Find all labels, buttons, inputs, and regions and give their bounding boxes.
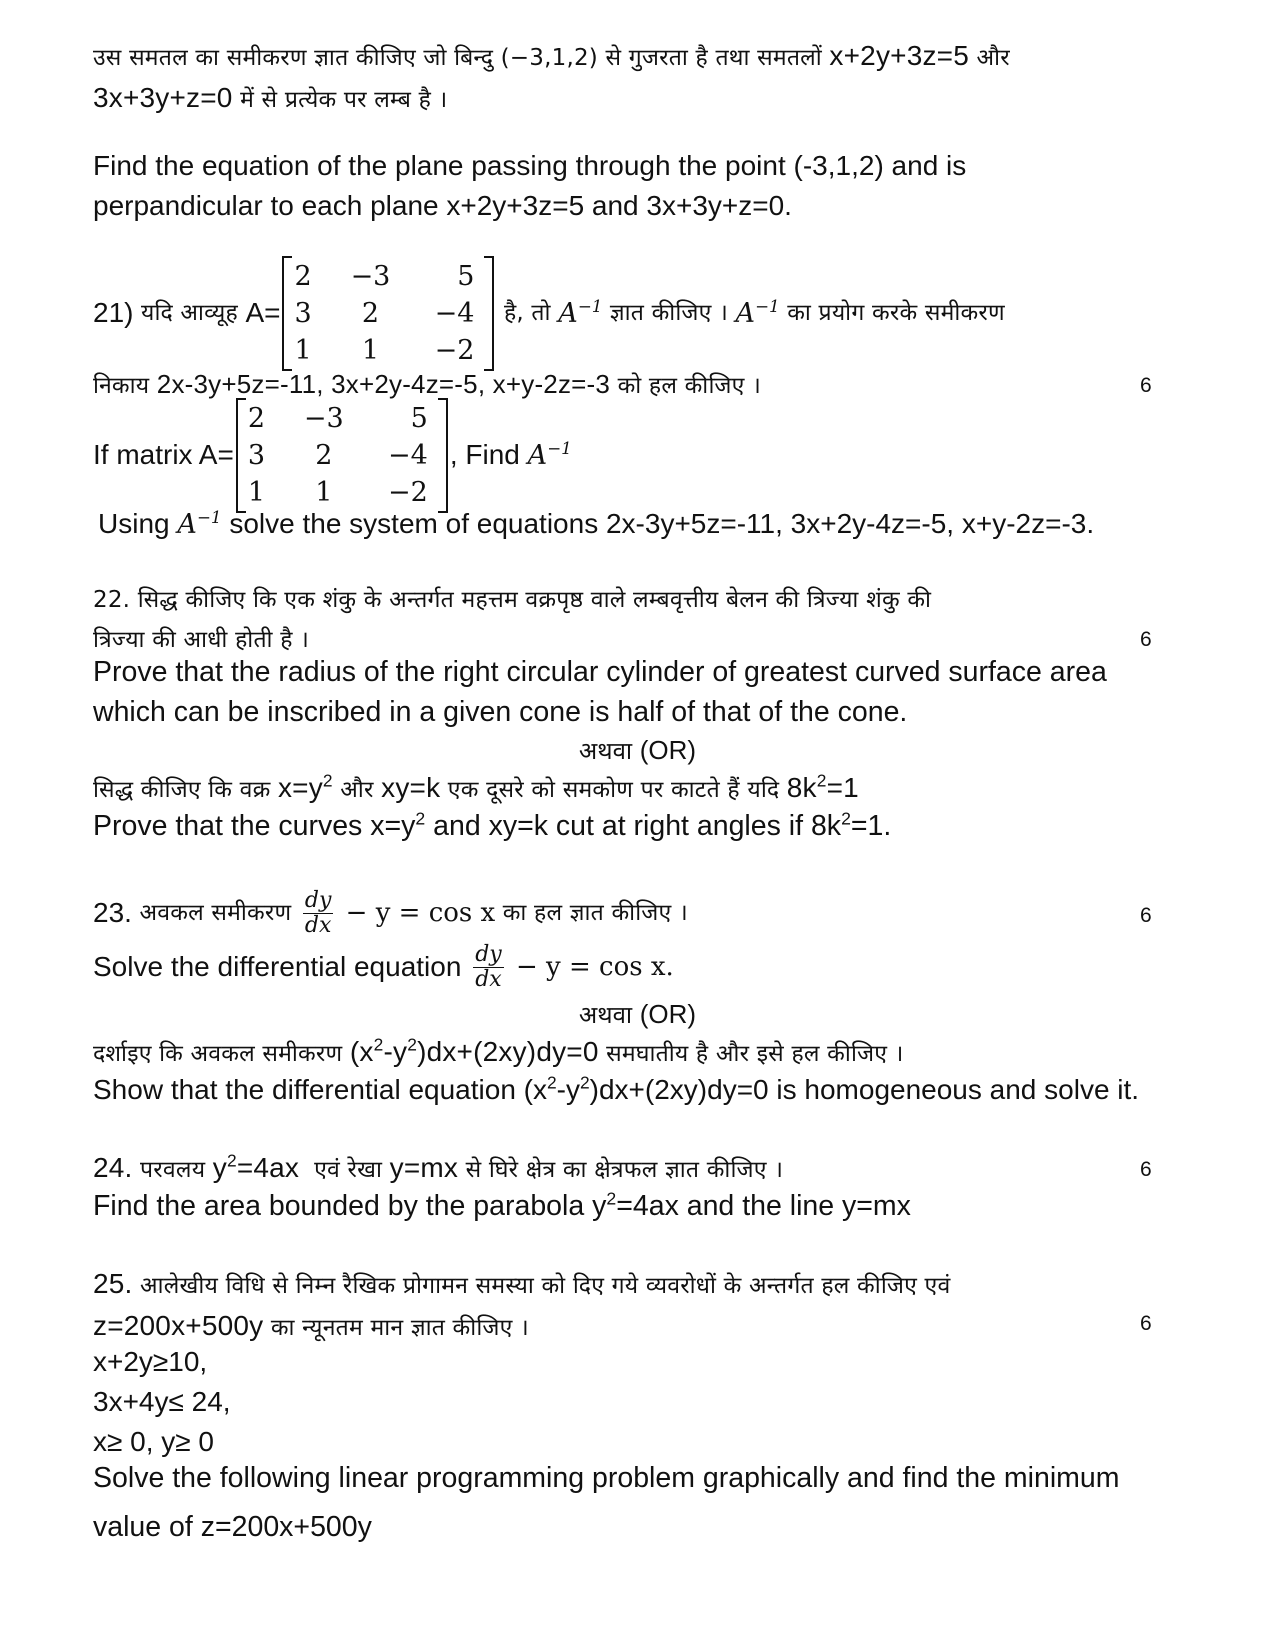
q24-marks: 6: [1140, 1158, 1152, 1181]
q22-alt-hindi: [93, 768, 1243, 810]
q20-hi-text1: उस समतल का समीकरण ज्ञात कीजिए जो बिन्दु (−3,1,2) से गुजरता है तथा समतलों: [93, 45, 830, 71]
q21-en-post: , Find: [449, 439, 528, 470]
matrix-cell: −2: [388, 476, 428, 508]
eq-text: (x: [349, 1036, 374, 1067]
eq-text: =1: [826, 772, 859, 803]
q21-inverse: [558, 295, 603, 329]
q24-en-pre: Find the area bounded by the parabola y: [93, 1190, 607, 1222]
q23-hindi: [93, 884, 1243, 942]
q24-en-post: =4ax and the line y=mx: [616, 1190, 911, 1222]
q21-hi-line2-eq: 2x-3y+5z=-11, 3x+2y-4z=-5, x+y-2z=-3: [156, 369, 611, 399]
exponent: 2: [547, 1072, 557, 1093]
q23-number: 23.: [93, 897, 132, 928]
q22-hi-line2: त्रिज्या की आधी होती है ।: [93, 627, 310, 653]
fraction-denominator: dx: [475, 966, 502, 992]
exponent: 2: [407, 1034, 418, 1055]
inverse-exp: −1: [547, 437, 572, 458]
q22-en-line1: Prove that the radius of the right circular cylinder of greatest curved surface area: [93, 656, 1107, 688]
q22-or: [0, 730, 1275, 770]
q24-number: 24.: [93, 1152, 133, 1183]
q22-en-line2: which can be inscribed in a given cone is half of that of the cone.: [93, 696, 908, 728]
q20-en-line2: perpandicular to each plane x+2y+3z=5 and 3x+3y+z=0.: [93, 190, 792, 221]
matrix-cell: 5: [457, 260, 475, 292]
eq-text: )dx+(2xy)dy=0: [417, 1036, 599, 1067]
eq-text: 8k: [786, 772, 817, 803]
matrix-cell: 5: [410, 402, 428, 434]
eq-text: x=y: [277, 772, 323, 803]
q21-marks: 6: [1140, 374, 1152, 397]
exponent: 2: [606, 1188, 617, 1209]
q21-english-line2: [98, 504, 1248, 545]
q23-en-eq-rest: − y = cos x.: [507, 952, 674, 982]
q20-hi-text1-end: और: [969, 45, 1010, 71]
q23-alt-en-post: )dx+(2xy)dy=0 is homogeneous and solve it.: [589, 1074, 1140, 1105]
q22-english: [93, 652, 1243, 732]
q20-hi-text2-end: में से प्रत्येक पर लम्ब है ।: [232, 87, 448, 113]
q22-alt-hi-mid2: एक दूसरे को समकोण पर काटते हैं यदि: [440, 777, 787, 803]
q25-hi-eq: z=200x+500y: [93, 1310, 264, 1341]
q23-alt-en-pre: Show that the differential equation (x: [93, 1074, 548, 1105]
fraction-numerator: dy: [304, 887, 332, 913]
dy-dx-fraction: [303, 889, 334, 938]
fraction-numerator: dy: [475, 941, 502, 967]
constraint-2: 3x+4y≤ 24,: [93, 1386, 231, 1417]
q24-eq1: [213, 1152, 299, 1183]
q23-english: [93, 938, 1243, 996]
q22-alt-english: [93, 806, 1243, 846]
matrix-cell: −4: [388, 439, 428, 471]
q20-hindi: [93, 36, 1243, 120]
exponent: 2: [841, 808, 851, 829]
matrix-cell: −3: [303, 402, 344, 434]
exponent: 2: [322, 770, 333, 791]
exponent: 2: [816, 770, 827, 791]
constraint-3: x≥ 0, y≥ 0: [93, 1426, 214, 1457]
eq-text: -y: [556, 1074, 580, 1105]
matrix-cell: 1: [361, 334, 380, 366]
q23-eq-rest: − y = cos x: [337, 898, 496, 928]
q21-en-pre: If matrix A=: [93, 439, 234, 470]
inverse-exp: −1: [196, 507, 222, 527]
q21-hi-line2-end: को हल कीजिए ।: [610, 373, 762, 399]
q24-eq2: y=mx: [389, 1152, 459, 1183]
matrix-cell: −4: [434, 297, 475, 329]
q22-alt-eq3: [787, 772, 859, 803]
eq-text: -y: [383, 1036, 408, 1067]
q22-alt-eq1: [278, 772, 333, 803]
q22-alt-en-pre: Prove that the curves x=y: [93, 810, 416, 842]
q21-matrix-label: A=: [245, 297, 281, 328]
inverse-base: A: [177, 509, 197, 540]
inverse-base: A: [558, 297, 578, 329]
q23-alt-hi-pre: दर्शाइए कि अवकल समीकरण: [93, 1041, 350, 1067]
inverse-base: A: [735, 297, 756, 329]
q22-alt-hi-pre: सिद्ध कीजिए कि वक्र: [93, 777, 278, 803]
or-english: (OR): [639, 999, 697, 1029]
q25-hi-line2-end: का न्यूनतम मान ज्ञात कीजिए ।: [263, 1315, 529, 1341]
q23-en-pre: Solve the differential equation: [93, 951, 470, 982]
q21-number: 21): [93, 297, 134, 328]
q20-english: [93, 146, 1243, 226]
inverse-exp: −1: [755, 295, 780, 316]
exponent: 2: [415, 808, 426, 829]
q22-alt-en-end: =1.: [850, 810, 892, 842]
exponent: 2: [226, 1150, 237, 1171]
q21-en-inverse: [527, 437, 572, 471]
fraction-denominator: dx: [304, 912, 332, 938]
q23-or: [0, 994, 1275, 1034]
q24-hindi: [93, 1148, 1243, 1190]
q24-hi-pre: परवलय: [132, 1157, 213, 1183]
constraint-1: x+2y≥10,: [93, 1346, 208, 1377]
or-hindi: अथवा: [578, 1001, 633, 1029]
q25-english: [93, 1458, 1243, 1550]
eq-text: y: [212, 1152, 227, 1183]
exponent: 2: [373, 1034, 384, 1055]
q21-en-inverse-2: [177, 509, 221, 540]
q22-hindi: [93, 580, 1243, 660]
q20-hi-eq2: 3x+3y+z=0: [93, 82, 233, 113]
matrix-cell: −2: [434, 334, 475, 366]
q21-english-line1: [93, 400, 1243, 510]
q25-number: 25.: [93, 1268, 133, 1299]
exponent: 2: [580, 1072, 590, 1093]
inverse-exp: −1: [577, 295, 603, 316]
q24-hi-mid: एवं रेखा: [299, 1157, 390, 1183]
q21-hi-post2: ज्ञात कीजिए ।: [602, 300, 736, 326]
q20-hi-eq1: x+2y+3z=5: [829, 40, 969, 71]
matrix-a-hindi: [282, 256, 494, 371]
q25-hindi: [93, 1264, 1243, 1348]
q25-en-line2: value of z=200x+500y: [93, 1511, 372, 1543]
q25-marks: 6: [1140, 1312, 1152, 1335]
matrix-cell: 1: [247, 476, 266, 508]
q22-marks: 6: [1140, 628, 1152, 651]
q22-hi-line1: 22. सिद्ध कीजिए कि एक शंकु के अन्तर्गत महत्तम वक्रपृष्ठ वाले लम्बवृत्तीय बेलन की त्रिज्या शंकु की: [93, 587, 932, 613]
q25-constraints: [93, 1342, 1243, 1462]
q21-hi-line2-pre: निकाय: [93, 373, 157, 399]
q23-alt-hindi: [93, 1032, 1243, 1074]
q25-hi-line1: आलेखीय विधि से निम्न रैखिक प्रोगामन समस्या को दिए गये व्यवरोधों के अन्तर्गत हल कीजिए एवं: [132, 1273, 951, 1299]
dy-dx-fraction: [473, 943, 504, 992]
q22-alt-eq2: xy=k: [381, 772, 441, 803]
or-hindi: अथवा: [578, 737, 633, 765]
q20-en-line1: Find the equation of the plane passing through the point (-3,1,2) and is: [93, 150, 967, 181]
q22-alt-en-mid: and xy=k cut at right angles if 8k: [425, 810, 842, 842]
matrix-cell: 3: [294, 297, 312, 329]
matrix-cell: 2: [294, 260, 312, 292]
q21-hi-post1: है, तो: [496, 300, 559, 326]
q23-hi-pre: अवकल समीकरण: [131, 900, 299, 926]
matrix-a-english: [236, 398, 448, 513]
q24-english: [93, 1186, 1243, 1226]
q21-en-line2-post: solve the system of equations 2x-3y+5z=-11, 3x+2y-4z=-5, x+y-2z=-3.: [221, 508, 1095, 539]
q24-hi-post: से घिरे क्षेत्र का क्षेत्रफल ज्ञात कीजिए ।: [458, 1157, 784, 1183]
q21-inverse-2: [735, 295, 780, 329]
q21-en-line2-pre: Using: [98, 508, 178, 539]
q22-alt-hi-mid: और: [332, 777, 382, 803]
matrix-cell: 2: [315, 439, 333, 471]
matrix-cell: 1: [315, 476, 333, 508]
q21-hi-pre: यदि आव्यूह: [133, 300, 246, 326]
q25-en-line1: Solve the following linear programming problem graphically and find the minimum: [93, 1462, 1120, 1494]
matrix-cell: 2: [361, 297, 380, 329]
q23-hi-post: का हल ज्ञात कीजिए ।: [495, 900, 688, 926]
or-english: (OR): [639, 735, 697, 765]
q21-hindi-line1: [93, 258, 1243, 368]
q23-alt-english: [93, 1070, 1273, 1110]
eq-text: =4ax: [236, 1152, 300, 1183]
matrix-cell: 2: [247, 402, 266, 434]
matrix-cell: 1: [294, 334, 312, 366]
q23-alt-hi-post: समघातीय है और इसे हल कीजिए ।: [598, 1041, 904, 1067]
q23-alt-eq: [350, 1036, 599, 1067]
q21-hi-post3: का प्रयोग करके समीकरण: [779, 300, 1005, 326]
matrix-cell: −3: [350, 260, 391, 292]
matrix-cell: 3: [247, 439, 266, 471]
inverse-base: A: [527, 439, 548, 471]
q23-marks: 6: [1140, 904, 1152, 927]
